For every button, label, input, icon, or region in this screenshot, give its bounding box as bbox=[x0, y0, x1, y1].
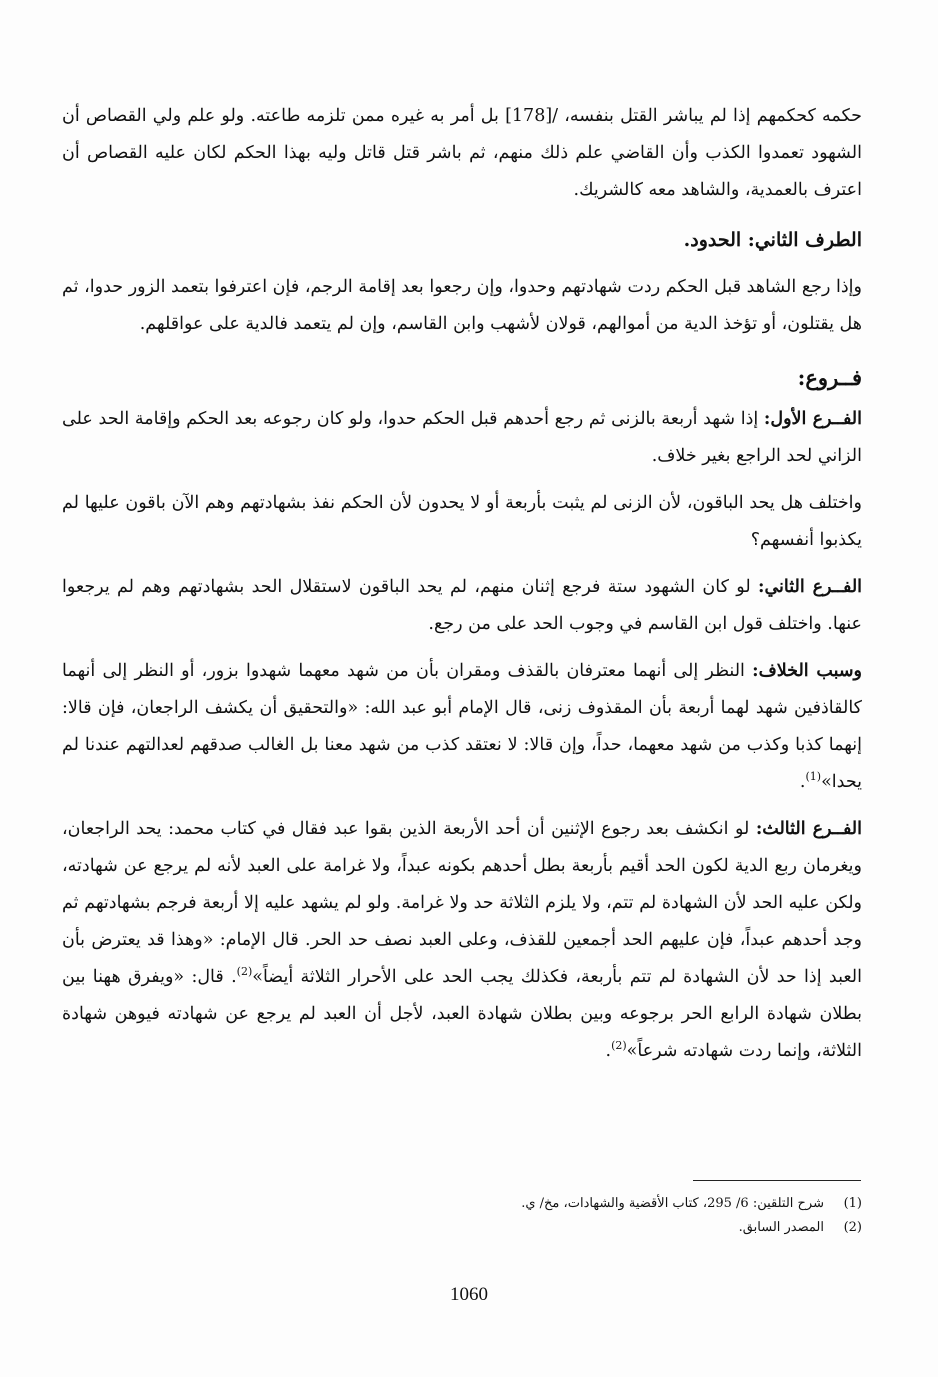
far-2-paragraph bbox=[62, 569, 862, 643]
far-3-paragraph: الفــرع الثالث: لو انكشف بعد رجوع الإثنين أن أحد الأربعة الذين بقوا عبد فقال في كتاب محمد: يحد الراجعان، ويغرمان ربع الدية لكون الحد أقيم بأربعة بطل أحدهم بكونه عبداً، ولا غرامة على العبد لأنه لم يرجع عن شهادته، ولكن عليه الحد لأن الشهادة لم تتم، ولا يلزم الثلاثة حد ولا غرامة. ولو لم يشهد عليه إلا أربعة فرجم بشهادتهم ثم وجد أحدهم عبداً، فإن عليهم الحد أجمعين للقذف، وعلى العبد نصف حد الحر. قال الإمام: «وهذا قد يعترض بأن العبد إذا حد لأن الشهادة لم تتم بأربعة، فكذلك يجب الحد على الأحرار الثلاثة أيضاً»$^{(2)}$. قال: «ويفرق ههنا بين بطلان شهادة الرابع الحر برجوعه وبين بطلان شهادة العبد، لأجل أن العبد لم يرجع عن شهادته فيوهن شهادة الثلاثة، وإنما ردت شهادته شرعاً»$^{(2)}$. bbox=[62, 819, 863, 1061]
sabab-text: النظر إلى أنهما معترفان بالقذف ومقران بأن من شهد معهما شهدوا بزور، أو النظر إلى أنهما كالقاذفين شهد لهما أربعة بأن المقذوف زنى، قال الإمام أبو عبد الله: «والتحقيق أن يكشف الراجعان، فإن قالا: إنهما كذبا وكذب من شهد معهما، حداً، وإن قالا: لا نعتقد كذب من شهد معنا بل الغالب صدقهم لعدالتهم عندنا لم يحدا» bbox=[62, 661, 862, 792]
section-heading-hudud: الطرف الثاني: الحدود. bbox=[683, 229, 862, 251]
far-2-lead: الفــرع الثاني: bbox=[758, 577, 863, 597]
far-1-lead: الفــرع الأول: bbox=[763, 409, 863, 429]
far-1-paragraph bbox=[62, 401, 862, 475]
far-3-lead: الفــرع الثالث: bbox=[755, 819, 863, 839]
far-3-text: لو انكشف بعد رجوع الإثنين أن أحد الأربعة الذين بقوا عبد فقال في كتاب محمد: يحد الراجعان، ويغرمان ربع الدية لكون الحد أقيم بأربعة بطل أحدهم بكونه عبداً، ولا غرامة على العبد لأنه لم يرجع عن شهادته، ولكن عليه الحد لأن الشهادة لم تتم، ولا يلزم الثلاثة حد ولا غرامة. ولو لم يشهد عليه إلا أربعة فرجم بشهادتهم ثم وجد أحدهم عبداً، فإن عليهم الحد أجمعين للقذف، وعلى العبد نصف حد الحر. قال الإمام: «وهذا قد يعترض بأن العبد إذا حد لأن الشهادة لم تتم بأربعة، فكذلك يجب الحد على الأحرار الثلاثة أيضاً» bbox=[62, 819, 862, 987]
footnote-ref-2a: (2) bbox=[236, 965, 253, 979]
footnote-text: شرح التلقين: 6/ 295، كتاب الأقضية والشهادات، مخ/ ي. bbox=[521, 1196, 824, 1211]
main-text bbox=[62, 98, 862, 1070]
paragraph-2: وإذا رجع الشاهد قبل الحكم ردت شهادتهم وحدوا، وإن رجعوا بعد إقامة الرجم، فإن اعترفوا بتعمد الزور حدوا، ثم هل يقتلون، أو تؤخذ الدية من أموالهم، قولان لأشهب وابن القاسم، وإن لم يتعمد فالدية على عواقلهم. bbox=[62, 277, 862, 334]
far-1-text: إذا شهد أربعة بالزنى ثم رجع أحدهم قبل الحكم حدوا، ولو كان رجوعه بعد الحكم وإقامة الحد على الزاني لحد الراجع بغير خلاف. bbox=[62, 409, 862, 466]
footnote-1 bbox=[62, 1192, 862, 1216]
sabab-paragraph: وسبب الخلاف: النظر إلى أنهما معترفان بالقذف ومقران بأن من شهد معهما شهدوا بزور، أو النظر إلى أنهما كالقاذفين شهد لهما أربعة بأن المقذوف زنى، قال الإمام أبو عبد الله: «والتحقيق أن يكشف الراجعان، فإن قالا: إنهما كذبا وكذب من شهد معهما، حداً، وإن قالا: لا نعتقد كذب من شهد معنا بل الغالب صدقهم لعدالتهم عندنا لم يحدا»$^{(1)}$. bbox=[62, 661, 862, 792]
sabab-lead: وسبب الخلاف: bbox=[752, 661, 862, 681]
footnote-number: (2) bbox=[843, 1220, 862, 1235]
footnote-2 bbox=[62, 1216, 862, 1240]
far-3-text-2: . قال: «ويفرق ههنا بين بطلان شهادة الرابع الحر برجوعه وبين بطلان شهادة العبد، لأجل أن العبد لم يرجع عن شهادته فيوهن شهادة الثلاثة، وإنما ردت شهادته شرعاً» bbox=[62, 967, 862, 1061]
furu-heading: فــروع: bbox=[797, 365, 862, 390]
footnote-text: المصدر السابق. bbox=[738, 1220, 824, 1235]
paragraph-3: واختلف هل يحد الباقون، لأن الزنى لم يثبت بأربعة أو لا يحدون لأن الحكم نفذ بشهادتهم وهم الآن باقون عليها لم يكذبوا أنفسهم؟ bbox=[62, 493, 862, 550]
footnotes bbox=[62, 1192, 862, 1240]
page-number: 1060 bbox=[450, 1284, 488, 1305]
footnote-ref-1: (1) bbox=[805, 770, 822, 784]
footnote-ref-2b: (2) bbox=[611, 1039, 627, 1053]
footnote-divider bbox=[693, 1180, 861, 1181]
far-2-text: لو كان الشهود ستة فرجع إثنان منهم، لم يحد الباقون لاستقلال الحد بشهادتهم وهم لم يرجعوا عنها. واختلف قول ابن القاسم في وجوب الحد على من رجع. bbox=[62, 577, 862, 634]
footnote-number: (1) bbox=[843, 1196, 862, 1211]
paragraph-1: حكمه كحكمهم إذا لم يباشر القتل بنفسه، /[178] بل أمر به غيره ممن تلزمه طاعته. ولو علم ولي القصاص أن الشهود تعمدوا الكذب وأن القاضي علم ذلك منهم، ثم باشر قتل قاتل وليه بهذا الحكم لكان عليه القصاص أن اعترف بالعمدية، والشاهد معه كالشريك. bbox=[62, 106, 862, 200]
